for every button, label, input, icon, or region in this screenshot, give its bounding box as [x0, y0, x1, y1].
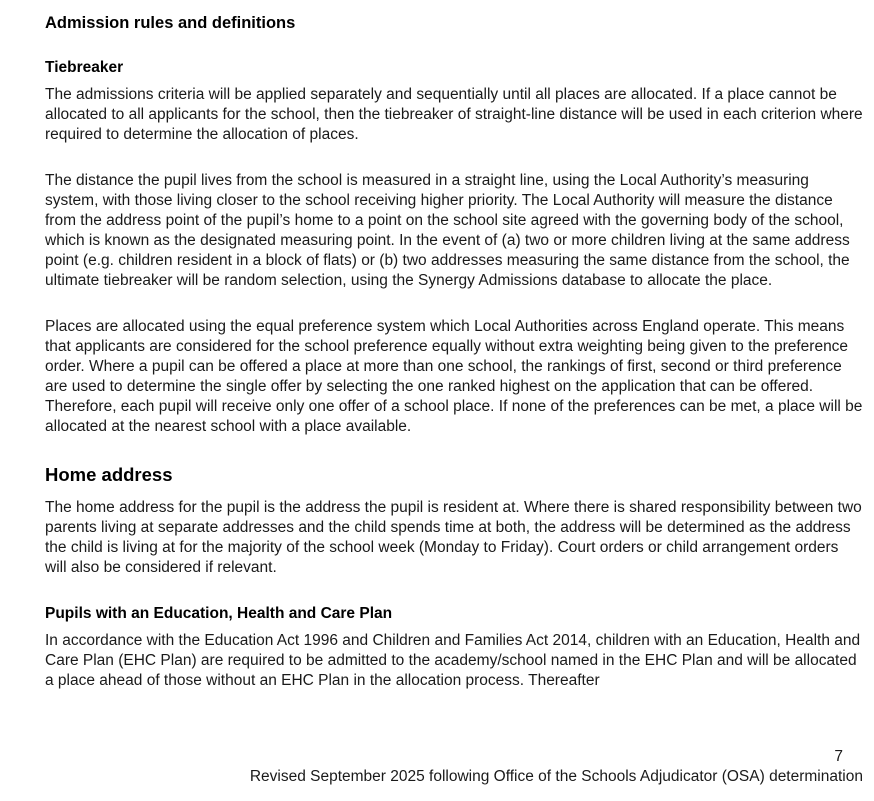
- page-number: 7: [834, 748, 843, 765]
- ehc-plan-paragraph: In accordance with the Education Act 1996 and Children and Families Act 2014, children with an Education, Health and Care Plan (EHC Plan) are required to be admitted to the academy/school named in the EHC Plan and will be allocated a place ahead of those without an EHC Plan in the allocation process. Thereafter: [45, 632, 861, 689]
- section-heading-home-address: Home address: [45, 464, 173, 485]
- tiebreaker-paragraph-3: Places are allocated using the equal preference system which Local Authorities across England operate. This means that applicants are considered for the school preference equally without extra weighting being given to the preference order. Where a pupil can be offered a place at more than one school, the rankings of first, second or third preference are used to determine the single offer by selecting the one ranked highest on the application that can be offered. Therefore, each pupil will receive only one offer of a school place. If none of the preferences can be met, a place will be allocated at the nearest school with a place available.: [45, 318, 863, 435]
- tiebreaker-paragraph-1: The admissions criteria will be applied separately and sequentially until all places are allocated. If a place cannot be allocated to all applicants for the school, then the tiebreaker of straight-line distance will be used in each criterion where required to determine the allocation of places.: [45, 86, 863, 143]
- main-heading: Admission rules and definitions: [45, 14, 296, 32]
- document-content: [45, 12, 863, 691]
- section-heading-ehc-plan: Pupils with an Education, Health and Care Plan: [45, 605, 393, 622]
- section-heading-tiebreaker: Tiebreaker: [45, 59, 124, 76]
- home-address-paragraph: The home address for the pupil is the address the pupil is resident at. Where there is shared responsibility between two parents living at separate addresses and the child spends time at both, the address will be determined as the address the child is living at for the majority of the school week (Monday to Friday). Court orders or child arrangement orders will also be considered if relevant.: [45, 499, 862, 576]
- revision-note: Revised September 2025 following Office of the Schools Adjudicator (OSA) determination: [249, 768, 863, 785]
- page-footer: [0, 747, 874, 787]
- tiebreaker-paragraph-2: The distance the pupil lives from the school is measured in a straight line, using the Local Authority’s measuring system, with those living closer to the school receiving higher priority. The Local Authority will measure the distance from the address point of the pupil’s home to a point on the school site agreed with the governing body of the school, which is known as the designated measuring point. In the event of (a) two or more children living at the same address point (e.g. children resident in a block of flats) or (b) two addresses measuring the same distance from the school, the ultimate tiebreaker will be random selection, using the Synergy Admissions database to allocate the place.: [45, 172, 850, 289]
